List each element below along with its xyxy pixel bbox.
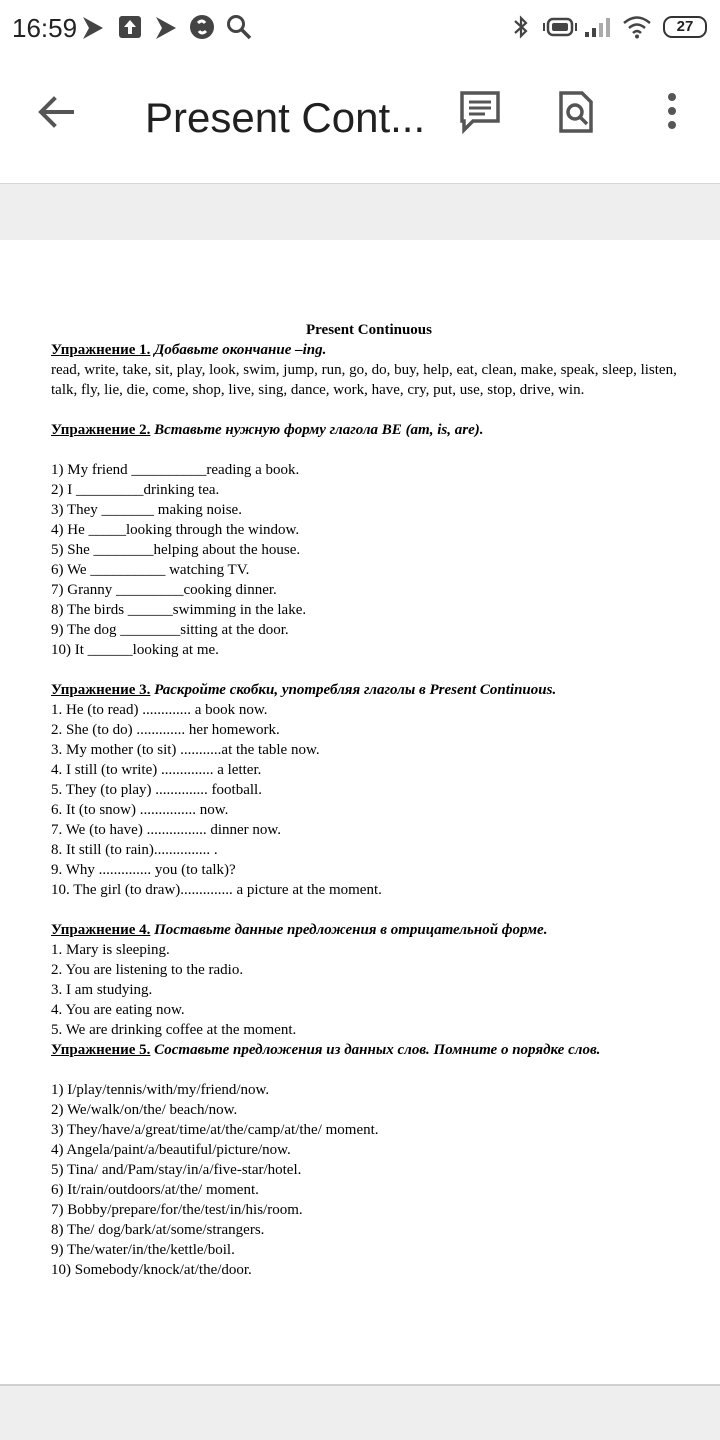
exercise-instruction: Добавьте окончание –ing.	[150, 342, 327, 358]
exercise-item: 3) They/have/a/great/time/at/the/camp/at/the/ moment.	[51, 1122, 379, 1138]
shazam-icon	[189, 14, 215, 40]
exercise-instruction: Вставьте нужную форму глагола BE (am, is, are).	[150, 422, 484, 438]
wifi-icon	[622, 15, 652, 39]
document-page[interactable]	[0, 240, 720, 1386]
exercise-instruction: Раскройте скобки, употребляя глаголы в Present Continuous.	[150, 682, 557, 698]
exercise-1-header	[51, 340, 691, 360]
exercise-2-header	[51, 420, 691, 440]
exercise-item: 5) Tina/ and/Pam/stay/in/a/five-star/hotel.	[51, 1162, 302, 1178]
exercise-item: 6) It/rain/outdoors/at/the/ moment.	[51, 1182, 259, 1198]
exercise-item: 2. She (to do) ............. her homework.	[51, 722, 280, 738]
exercise-item: 1. He (to read) ............. a book now.	[51, 702, 268, 718]
exercise-item: 8) The/ dog/bark/at/some/strangers.	[51, 1222, 265, 1238]
status-time: 16:59	[12, 13, 78, 43]
exercise-item: 4. I still (to write) .............. a letter.	[51, 762, 262, 778]
status-bar	[0, 0, 720, 56]
exercise-label: Упражнение 4.	[51, 922, 151, 938]
comment-icon[interactable]	[459, 90, 501, 134]
page-bottom-edge	[0, 1384, 720, 1440]
exercise-item: 2. You are listening to the radio.	[51, 962, 244, 978]
exercise-item: 4. You are eating now.	[51, 1002, 185, 1018]
vibrate-icon	[541, 16, 579, 38]
exercise-item: 7. We (to have) ................ dinner now.	[51, 822, 281, 838]
exercise-item: 10) It ______looking at me.	[51, 642, 219, 658]
play-icon	[153, 15, 179, 41]
document-title: Present Cont...	[145, 94, 426, 141]
exercise-item: 1) I/play/tennis/with/my/friend/now.	[51, 1082, 270, 1098]
exercise-item: 7) Granny _________cooking dinner.	[51, 582, 277, 598]
exercise-label: Упражнение 3.	[51, 682, 151, 698]
exercise-item: 1) My friend __________reading a book.	[51, 462, 300, 478]
exercise-item: 6. It (to snow) ............... now.	[51, 802, 229, 818]
exercise-item: 10) Somebody/knock/at/the/door.	[51, 1262, 252, 1278]
exercise-instruction: Составьте предложения из данных слов. Помните о порядке слов.	[150, 1042, 601, 1058]
signal-icon	[584, 16, 612, 38]
exercise-item: 8) The birds ______swimming in the lake.	[51, 602, 307, 618]
play-icon	[80, 15, 106, 41]
exercise-item: 2) We/walk/on/the/ beach/now.	[51, 1102, 238, 1118]
exercise-5-header	[51, 1040, 691, 1060]
exercise-item: 9. Why .............. you (to talk)?	[51, 862, 236, 878]
exercise-instruction: Поставьте данные предложения в отрицательной форме.	[150, 922, 548, 938]
more-vert-icon[interactable]	[665, 90, 679, 134]
exercise-item: 9) The/water/in/the/kettle/boil.	[51, 1242, 235, 1258]
exercise-label: Упражнение 1.	[51, 342, 151, 358]
exercise-item: 4) Angela/paint/a/beautiful/picture/now.	[51, 1142, 291, 1158]
exercise-item: 8. It still (to rain)............... .	[51, 842, 218, 858]
back-arrow-icon[interactable]	[34, 90, 78, 134]
document-content	[51, 320, 691, 1280]
app-toolbar	[0, 56, 720, 184]
search-icon	[226, 14, 252, 40]
exercise-1-words: read, write, take, sit, play, look, swim, jump, run, go, do, buy, help, eat, clean, make, speak, sleep, listen, talk, fly, lie, die, come, shop, live, sing, dance, work, have, cry, put, use, stop, drive, win.	[51, 362, 677, 398]
exercise-item: 3. I am studying.	[51, 982, 153, 998]
exercise-item: 3) They _______ making noise.	[51, 502, 242, 518]
exercise-item: 6) We __________ watching TV.	[51, 562, 250, 578]
battery-icon	[663, 16, 707, 38]
exercise-label: Упражнение 5.	[51, 1042, 151, 1058]
exercise-item: 5) She ________helping about the house.	[51, 542, 301, 558]
exercise-item: 5. We are drinking coffee at the moment.	[51, 1022, 297, 1038]
exercise-4-header	[51, 920, 691, 940]
page-separator	[0, 184, 720, 240]
exercise-item: 10. The girl (to draw).............. a picture at the moment.	[51, 882, 382, 898]
exercise-item: 9) The dog ________sitting at the door.	[51, 622, 289, 638]
exercise-item: 3. My mother (to sit) ...........at the table now.	[51, 742, 320, 758]
exercise-item: 5. They (to play) .............. football.	[51, 782, 262, 798]
exercise-item: 1. Mary is sleeping.	[51, 942, 170, 958]
exercise-3-header	[51, 680, 691, 700]
exercise-label: Упражнение 2.	[51, 422, 151, 438]
find-in-page-icon[interactable]	[558, 90, 594, 134]
bluetooth-icon	[511, 15, 531, 39]
document-heading: Present Continuous	[306, 322, 432, 338]
battery-level: 27	[676, 18, 694, 35]
exercise-item: 4) He _____looking through the window.	[51, 522, 300, 538]
upload-icon	[118, 15, 142, 39]
exercise-item: 2) I _________drinking tea.	[51, 482, 220, 498]
exercise-item: 7) Bobby/prepare/for/the/test/in/his/room.	[51, 1202, 303, 1218]
